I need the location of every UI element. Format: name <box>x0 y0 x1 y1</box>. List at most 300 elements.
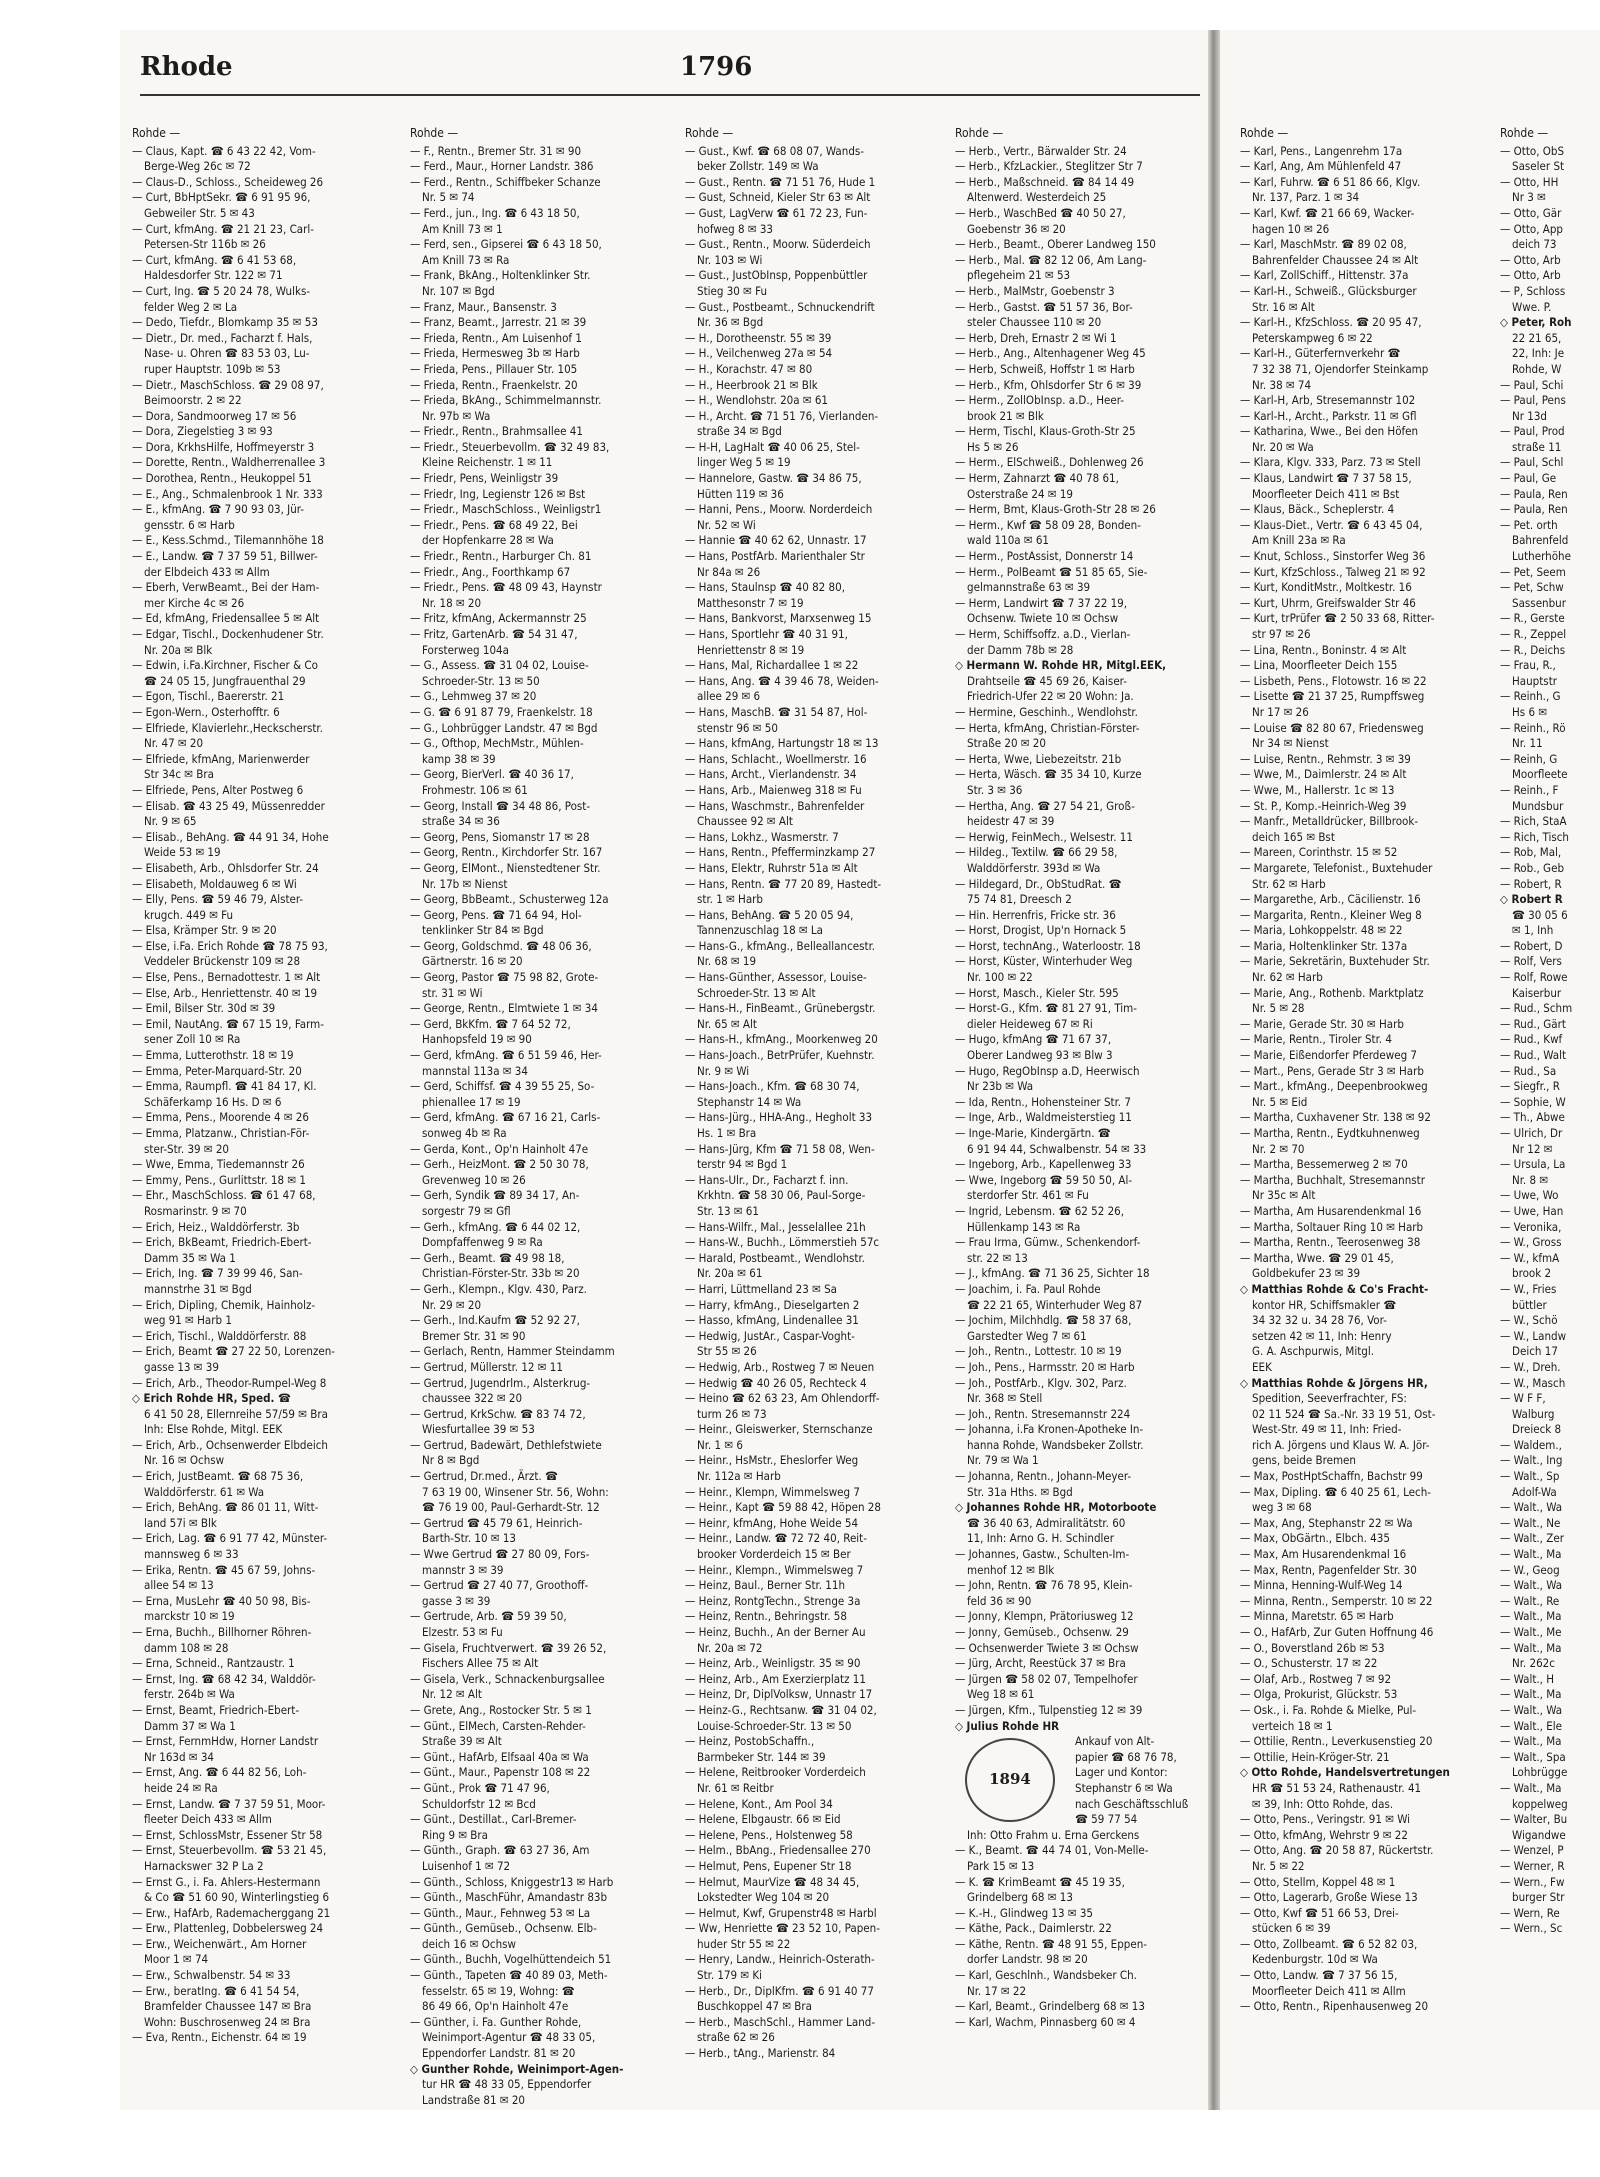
directory-entry-line: brook 21 ✉ Blk <box>967 408 1044 423</box>
directory-entry-line: — Uwe, Wo <box>1500 1188 1559 1203</box>
directory-entry-line: — Henry, Landw., Heinrich-Osterath- <box>685 1952 875 1967</box>
directory-entry-line: Gebweiler Str. 5 ✉ 43 <box>144 205 255 220</box>
directory-entry-line: — Walt., Ne <box>1500 1515 1561 1530</box>
directory-entry-line: — Georg, BierVerl. ☎ 40 36 17, <box>410 767 574 782</box>
directory-entry-line: — Johanna, i.Fa Kronen-Apotheke In- <box>955 1422 1144 1437</box>
directory-entry-line: — Maria, Lohkoppelstr. 48 ✉ 22 <box>1240 923 1403 938</box>
directory-entry-line: Forsterweg 104a <box>422 642 509 657</box>
directory-entry-line: — Max, PostHptSchaffn, Bachstr 99 <box>1240 1469 1423 1484</box>
directory-entry-line: marckstr 10 ✉ 19 <box>144 1609 235 1624</box>
directory-entry-line: Weide 53 ✉ 19 <box>144 845 221 860</box>
directory-entry-line: — W., Gross <box>1500 1235 1562 1250</box>
directory-entry-line: — Hans-Günther, Assessor, Louise- <box>685 970 867 985</box>
directory-entry-line: büttler <box>1512 1297 1547 1312</box>
column-2 <box>410 126 664 2108</box>
directory-entry-line: — Herm., ZollObInsp. a.D., Heer- <box>955 393 1124 408</box>
directory-entry-line: — Heinz, Dr, DiplVolksw, Unnastr 17 <box>685 1687 873 1702</box>
directory-entry-line: — Herb., MaschSchl., Hammer Land- <box>685 2014 876 2029</box>
directory-entry-line: — Gerda, Kont., Op'n Hainholt 47e <box>410 1141 589 1156</box>
directory-entry-line: — Friedr., Steuerbevollm. ☎ 32 49 83, <box>410 439 610 454</box>
directory-entry-line: allee 29 ✉ 6 <box>697 689 761 704</box>
directory-entry-line: Wigandwe <box>1512 1827 1566 1842</box>
directory-entry-line: — Herm, Bmt, Klaus-Groth-Str 28 ✉ 26 <box>955 502 1156 517</box>
directory-entry-line: — Martha, Cuxhavener Str. 138 ✉ 92 <box>1240 1110 1431 1125</box>
directory-entry-line: — Hans, Ang. ☎ 4 39 46 78, Weiden- <box>685 673 879 688</box>
directory-entry-line: — Inge, Arb., Waldmeisterstieg 11 <box>955 1110 1132 1125</box>
directory-entry-line: ◇ Hermann W. Rohde HR, Mitgl.EEK, <box>955 658 1167 673</box>
directory-entry-line: — Heinz, Arb., Am Exerzierplatz 11 <box>685 1671 866 1686</box>
directory-entry-line: — Gerd, Schiffsf. ☎ 4 39 55 25, So- <box>410 1079 595 1094</box>
directory-entry-line: Kedenburgstr. 10d ✉ Wa <box>1252 1952 1378 1967</box>
directory-entry-line: — Gerd, kfmAng. ☎ 6 51 59 46, Her- <box>410 1048 602 1063</box>
directory-entry-line: Dreieck 8 <box>1512 1422 1562 1437</box>
directory-entry-line: — Hans, BehAng. ☎ 5 20 05 94, <box>685 907 854 922</box>
directory-entry-line: Hs 6 ✉ <box>1512 704 1547 719</box>
directory-entry-line: Str. 3 ✉ 36 <box>967 782 1023 797</box>
directory-entry-line: — Gisela, Fruchtverwert. ☎ 39 26 52, <box>410 1640 607 1655</box>
directory-entry-line: Walddörferstr. 61 ✉ Wa <box>144 1484 265 1499</box>
directory-entry-line: Nr 17 ✉ 26 <box>1252 704 1309 719</box>
directory-entry-line: — Herb., Maßschneid. ☎ 84 14 49 <box>955 174 1135 189</box>
directory-entry-line: papier ☎ 68 76 78, <box>1075 1749 1177 1764</box>
directory-entry-line: — R., Deichs <box>1500 642 1566 657</box>
directory-entry-line: — Gerd, BkKfm. ☎ 7 64 52 72, <box>410 1016 571 1031</box>
directory-entry-line: Friedrich-Ufer 22 ✉ 20 Wohn: Ja. <box>967 689 1134 704</box>
directory-entry-line: — Maria, Holtenklinker Str. 137a <box>1240 938 1408 953</box>
directory-entry-line: — Emma, Lutterothstr. 18 ✉ 19 <box>132 1048 294 1063</box>
directory-entry-line: — Paul, Schi <box>1500 377 1564 392</box>
directory-entry-line: — Hans-Wilfr., Mal., Jesselallee 21h <box>685 1219 866 1234</box>
directory-entry-line: — Herb, Schweiß, Hoffstr 1 ✉ Harb <box>955 361 1135 376</box>
directory-entry-line: chaussee 322 ✉ 20 <box>422 1391 523 1406</box>
directory-entry-line: felder Weg 2 ✉ La <box>144 299 238 314</box>
directory-entry-line: fleeter Deich 433 ✉ Allm <box>144 1812 272 1827</box>
directory-entry-line: — Wern., Sc <box>1500 1921 1563 1936</box>
directory-entry-line: — H., Korachstr. 47 ✉ 80 <box>685 361 813 376</box>
directory-entry-line: Drahtseile ☎ 45 69 26, Kaiser- <box>967 673 1127 688</box>
directory-entry-line: Nr 13d <box>1512 408 1548 423</box>
directory-entry-line: — Gerh., Beamt. ☎ 49 98 18, <box>410 1250 565 1265</box>
directory-entry-line: Grevenweg 10 ✉ 26 <box>422 1172 526 1187</box>
directory-entry-line: — Herm, Landwirt ☎ 7 37 22 19, <box>955 595 1128 610</box>
directory-entry-line: — Margarete, Telefonist., Buxtehuder <box>1240 860 1433 875</box>
directory-entry-line: Nr 8 ✉ Bgd <box>422 1453 480 1468</box>
directory-entry-line: Nr 12 ✉ <box>1512 1141 1553 1156</box>
directory-entry-line: Nr. 1 ✉ 6 <box>697 1437 743 1452</box>
directory-entry-line: — Herb., Kfm, Ohlsdorfer Str 6 ✉ 39 <box>955 377 1142 392</box>
directory-entry-line: — Hugo, kfmAng ☎ 71 67 37, <box>955 1032 1112 1047</box>
directory-entry-line: — Gerh., Ind.Kaufm ☎ 52 92 27, <box>410 1313 580 1328</box>
directory-entry-line: — Frieda, Rentn., Am Luisenhof 1 <box>410 330 582 345</box>
directory-entry-line: — Rob., Geb <box>1500 860 1565 875</box>
directory-entry-line: — E., Landw. ☎ 7 37 59 51, Billwer- <box>132 549 318 564</box>
directory-entry-line: Garstedter Weg 7 ✉ 61 <box>967 1328 1087 1343</box>
directory-entry-line: — Dietr., Dr. med., Facharzt f. Hals, <box>132 330 313 345</box>
directory-entry-line: Str. 179 ✉ Ki <box>697 1968 763 1983</box>
directory-entry-line: gasse 3 ✉ 39 <box>422 1593 491 1608</box>
directory-entry-line: Nr. 36 ✉ Bgd <box>697 315 764 330</box>
directory-entry-line: — Friedr, Pens, Weinligstr 39 <box>410 471 559 486</box>
directory-entry-line: — Walter, Bu <box>1500 1812 1568 1827</box>
directory-entry-line: — Hasso, kfmAng, Lindenallee 31 <box>685 1313 859 1328</box>
directory-entry-line: — K., Beamt. ☎ 44 74 01, Von-Melle- <box>955 1843 1149 1858</box>
directory-entry-line: — Hanni, Pens., Moorw. Norderdeich <box>685 502 873 517</box>
directory-entry-line: — Karl-H., KfzSchloss. ☎ 20 95 47, <box>1240 315 1422 330</box>
directory-entry-line: — Klara, Klgv. 333, Parz. 73 ✉ Stell <box>1240 455 1421 470</box>
directory-entry-line: — Karl, Geschlnh., Wandsbeker Ch. <box>955 1968 1137 1983</box>
directory-entry-line: ◇ Matthias Rohde & Jörgens HR, <box>1240 1375 1428 1390</box>
directory-entry-line: — Frieda, Rentn., Fraenkelstr. 20 <box>410 377 578 392</box>
directory-entry-line: Stieg 30 ✉ Fu <box>697 283 768 298</box>
directory-entry-line: tur HR ☎ 48 33 05, Eppendorfer <box>422 2077 592 2092</box>
directory-entry-line: Schuldorfstr 12 ✉ Bcd <box>422 1796 536 1811</box>
column-1 <box>132 126 386 2046</box>
directory-entry-line: Rohde, W <box>1512 361 1562 376</box>
directory-entry-line: — Rob, Mal, <box>1500 845 1562 860</box>
directory-entry-line: Moor 1 ✉ 74 <box>144 1952 209 1967</box>
directory-entry-line: Rosmarinstr. 9 ✉ 70 <box>144 1203 247 1218</box>
directory-entry-line: Nr 35c ✉ Alt <box>1252 1188 1316 1203</box>
directory-entry-line: — W., Landw <box>1500 1328 1567 1343</box>
directory-entry-line: Ankauf von Alt- <box>1075 1734 1155 1749</box>
directory-entry-line: — Hans-Jürg., HHA-Ang., Hegholt 33 <box>685 1110 873 1125</box>
directory-entry-line: — Martha, Rentn., Eydtkuhnenweg <box>1240 1126 1420 1140</box>
directory-entry-line: koppelweg <box>1512 1796 1568 1811</box>
directory-entry-line: Gärtnerstr. 16 ✉ 20 <box>422 954 523 969</box>
directory-entry-line: gasse 13 ✉ 39 <box>144 1359 219 1374</box>
directory-entry-line: deich 165 ✉ Bst <box>1252 829 1335 844</box>
directory-entry-line: — Harry, kfmAng., Dieselgarten 2 <box>685 1297 860 1312</box>
directory-entry-line: Berge-Weg 26c ✉ 72 <box>144 159 251 174</box>
column-head: Rohde — <box>1500 126 1549 140</box>
directory-entry-line: — Erich, Ing. ☎ 7 39 99 46, San- <box>132 1266 303 1281</box>
directory-entry-line: — Heino ☎ 62 63 23, Am Ohlendorff- <box>685 1391 880 1406</box>
directory-entry-line: — K.-H., Glindweg 13 ✉ 35 <box>955 1905 1094 1920</box>
directory-entry-line: — Grete, Ang., Rostocker Str. 5 ✉ 1 <box>410 1702 592 1717</box>
directory-entry-line: — W., Dreh. <box>1500 1359 1561 1374</box>
directory-entry-line: — G., Lohbrügger Landstr. 47 ✉ Bgd <box>410 720 598 735</box>
directory-entry-line: Str. 16 ✉ Alt <box>1252 299 1315 314</box>
directory-entry-line: — Jochim, Milchhdlg. ☎ 58 37 68, <box>955 1313 1132 1328</box>
directory-entry-line: tenklinker Str 84 ✉ Bgd <box>422 923 544 938</box>
directory-entry-line: — Günt., Prok ☎ 71 47 96, <box>410 1780 550 1795</box>
directory-entry-line: — Georg, Pens. ☎ 71 64 94, Hol- <box>410 907 582 922</box>
directory-entry-line: — Kurt, Uhrm, Greifswalder Str 46 <box>1240 595 1416 610</box>
directory-entry-line: Nr. 5 ✉ 28 <box>1252 1001 1305 1016</box>
directory-entry-line: — Wern., Fw <box>1500 1874 1565 1889</box>
directory-entry-line: — Olaf, Arb., Rostweg 7 ✉ 92 <box>1240 1671 1392 1686</box>
directory-entry-line: — Helmut, Pens, Eupener Str 18 <box>685 1858 852 1873</box>
directory-entry-line: Straße 20 ✉ 20 <box>967 736 1046 751</box>
directory-entry-line: — Karl-H., Güterfernverkehr ☎ <box>1240 346 1401 361</box>
directory-entry-line: — G., Ofthop, MechMstr., Mühlen- <box>410 736 584 751</box>
directory-entry-line: — Hans, Waschmstr., Bahrenfelder <box>685 798 865 813</box>
directory-entry-line: — Günt., Destillat., Carl-Bremer- <box>410 1812 577 1827</box>
directory-entry-line: — Günth., Gemüseb., Ochsenw. Elb- <box>410 1921 597 1936</box>
directory-entry-line: — Hannie ☎ 40 62 62, Unnastr. 17 <box>685 533 867 548</box>
directory-entry-line: gens, beide Bremen <box>1252 1453 1356 1468</box>
directory-entry-line: — Karl-H, Arb, Stresemannstr 102 <box>1240 393 1416 408</box>
directory-entry-line: — Emma, Raumpfl. ☎ 41 84 17, Kl. <box>132 1079 317 1094</box>
directory-entry-line: Barmbeker Str. 144 ✉ 39 <box>697 1749 826 1764</box>
directory-entry-line: — Rud., Schm <box>1500 1001 1573 1016</box>
directory-entry-line: — Frieda, BkAng., Schimmelmannstr. <box>410 393 602 408</box>
directory-entry-line: — Gertrud, Badewärt, Dethlefstwiete <box>410 1437 602 1452</box>
directory-entry-line: — Margarita, Rentn., Kleiner Weg 8 <box>1240 907 1422 922</box>
directory-entry-line: — Heinz, Arb., Weinligstr. 35 ✉ 90 <box>685 1656 861 1671</box>
directory-entry-line: — Walt., Ma <box>1500 1687 1562 1702</box>
directory-entry-line: — Ernst, Landw. ☎ 7 37 59 51, Moor- <box>132 1796 326 1811</box>
directory-entry-line: — Johanna, Rentn., Johann-Meyer- <box>955 1469 1132 1484</box>
directory-entry-line: Krkhtn. ☎ 58 30 06, Paul-Sorge- <box>697 1188 866 1203</box>
directory-entry-line: Eppendorfer Landstr. 81 ✉ 20 <box>422 2046 576 2061</box>
directory-entry-line: — Günth., Maur., Fehnweg 53 ✉ La <box>410 1905 591 1920</box>
directory-entry-line: G. A. Aschpurwis, Mitgl. <box>1252 1344 1375 1359</box>
directory-entry-line: — Gust., Rentn., Moorw. Süderdeich <box>685 237 871 252</box>
directory-entry-line: — Georg, BbBeamt., Schusterweg 12a <box>410 892 609 907</box>
directory-entry-line: Wohn: Buschrosenweg 24 ✉ Bra <box>144 2014 311 2029</box>
directory-entry-line: — Walt., Wa <box>1500 1500 1563 1515</box>
directory-entry-line: Am Knill 23a ✉ Ra <box>1252 533 1346 548</box>
page-fold <box>1208 30 1220 2110</box>
directory-entry-line: — Ernst G., i. Fa. Ahlers-Hestermann <box>132 1874 321 1889</box>
directory-entry-line: — Ferd., Maur., Horner Landstr. 386 <box>410 159 594 174</box>
directory-entry-line: — Erich, Arb., Theodor-Rumpel-Weg 8 <box>132 1375 327 1390</box>
directory-entry-line: — Erich, Lag. ☎ 6 91 77 42, Münster- <box>132 1531 328 1546</box>
directory-entry-line: — Karl, Kwf. ☎ 21 66 69, Wacker- <box>1240 205 1415 220</box>
directory-entry-line: — Friedr., Rentn., Harburger Ch. 81 <box>410 549 592 564</box>
directory-entry-line: Am Knill 73 ✉ 1 <box>422 221 503 236</box>
directory-entry-line: — Otto, Gär <box>1500 205 1562 220</box>
directory-entry-line: — Helene, Elbgaustr. 66 ✉ Eid <box>685 1812 841 1827</box>
directory-entry-line: — Erich, Tischl., Walddörferstr. 88 <box>132 1328 307 1343</box>
directory-entry-line: — W., Masch <box>1500 1375 1566 1390</box>
directory-entry-line: ☎ 24 05 15, Jungfrauenthal 29 <box>144 673 306 688</box>
directory-entry-line: Nr 163d ✉ 34 <box>144 1749 214 1764</box>
directory-entry-line: — Hans, Bankvorst, Marxsenweg 15 <box>685 611 872 626</box>
directory-entry-line: — Egon, Tischl., Baererstr. 21 <box>132 689 285 704</box>
directory-entry-line: 22, Inh: Je <box>1512 346 1565 361</box>
column-5 <box>1240 126 1470 2015</box>
directory-entry-line: — Reinh., Rö <box>1500 720 1566 735</box>
directory-entry-line: Hütten 119 ✉ 36 <box>697 486 784 501</box>
directory-entry-line: Weg 18 ✉ 61 <box>967 1687 1035 1702</box>
directory-entry-line: Nr. 11 <box>1512 736 1543 751</box>
directory-entry-line: 6 41 50 28, Ellernreihe 57/59 ✉ Bra <box>144 1406 328 1421</box>
directory-entry-line: — Sophie, W <box>1500 1094 1566 1109</box>
directory-entry-line: — Hans-Ulr., Dr., Facharzt f. inn. <box>685 1172 849 1187</box>
directory-entry-line: — Ernst, Ang. ☎ 6 44 82 56, Loh- <box>132 1765 307 1780</box>
directory-entry-line: — Klaus-Diet., Vertr. ☎ 6 43 45 04, <box>1240 517 1423 532</box>
directory-entry-line: — H., Dorotheenstr. 55 ✉ 39 <box>685 330 832 345</box>
directory-entry-line: — Otto, kfmAng, Wehrstr 9 ✉ 22 <box>1240 1827 1408 1842</box>
directory-entry-line: Nr. 52 ✉ Wi <box>697 517 756 532</box>
directory-entry-line: — Heinz, Rentn., Behringstr. 58 <box>685 1609 847 1624</box>
directory-entry-line: — Fritz, kfmAng, Ackermannstr 25 <box>410 611 587 626</box>
directory-entry-line: — Heinr., Landw. ☎ 72 72 40, Reit- <box>685 1531 867 1546</box>
directory-entry-line: — Heinz, RontgTechn., Strenge 3a <box>685 1593 861 1608</box>
directory-entry-line: ☎ 22 21 65, Winterhuder Weg 87 <box>967 1297 1143 1312</box>
directory-entry-line: — Manfr., Metalldrücker, Billbrook- <box>1240 814 1419 829</box>
directory-entry-line: — Herm, Schiffsoffz. a.D., Vierlan- <box>955 627 1131 641</box>
directory-entry-line: — George, Rentn., Elmtwiete 1 ✉ 34 <box>410 1001 598 1016</box>
directory-entry-line: — Gerh, Syndik ☎ 89 34 17, An- <box>410 1188 580 1203</box>
julius-rohde-logo <box>965 1738 1055 1822</box>
directory-entry-line: — Hans, MaschB. ☎ 31 54 87, Hol- <box>685 704 868 719</box>
directory-entry-line: — Gerh., HeizMont. ☎ 2 50 30 78, <box>410 1157 589 1172</box>
directory-entry-line: — Friedr, Ing, Legienstr 126 ✉ Bst <box>410 486 586 501</box>
directory-entry-line: — Heinr., Klempn, Wimmelsweg 7 <box>685 1484 860 1499</box>
directory-entry-line: — R., Gerste <box>1500 611 1565 626</box>
directory-entry-line: — Walt., Wa <box>1500 1578 1563 1593</box>
directory-entry-line: — Inge-Marie, Kindergärtn. ☎ <box>955 1126 1111 1140</box>
directory-entry-line: Kleine Reichenstr. 1 ✉ 11 <box>422 455 553 470</box>
directory-entry-line: Osterstraße 24 ✉ 19 <box>967 486 1073 501</box>
directory-entry-line: — Horst, Masch., Kieler Str. 595 <box>955 985 1119 1000</box>
directory-entry-line: — Gisela, Verk., Schnackenburgsallee <box>410 1671 605 1686</box>
directory-entry-line: — E., Kess.Schmd., Tilemannhöhe 18 <box>132 533 324 548</box>
directory-entry-line: — Karl, Pens., Langenrehm 17a <box>1240 143 1403 158</box>
directory-entry-line: — Erich, BkBeamt, Friedrich-Ebert- <box>132 1235 312 1250</box>
directory-entry-line: — Hin. Herrenfris, Fricke str. 36 <box>955 907 1116 922</box>
directory-entry-line: — Gertrud, Jugendrlm., Alsterkrug- <box>410 1375 591 1390</box>
directory-entry-line: — Dedo, Tiefdr., Blomkamp 35 ✉ 53 <box>132 315 318 330</box>
directory-entry-line: HR ☎ 51 53 24, Rathenaustr. 41 <box>1252 1780 1422 1795</box>
directory-entry-line: — P, Schloss <box>1500 283 1566 298</box>
directory-entry-line: — Günt., ElMech, Carsten-Rehder- <box>410 1718 586 1733</box>
directory-entry-line: — Joachim, i. Fa. Paul Rohde <box>955 1281 1101 1296</box>
directory-entry-line: stenstr 96 ✉ 50 <box>697 720 778 735</box>
directory-entry-line: — Otto, Landw. ☎ 7 37 56 15, <box>1240 1968 1398 1983</box>
directory-entry-line: — Hans-H., FinBeamt., Grünebergstr. <box>685 1001 876 1016</box>
directory-entry-line: — Martha, Soltauer Ring 10 ✉ Harb <box>1240 1219 1424 1234</box>
directory-entry-line: — H., Veilchenweg 27a ✉ 54 <box>685 346 833 361</box>
directory-entry-line: brooker Vorderdeich 15 ✉ Ber <box>697 1547 851 1562</box>
directory-entry-line: — Reinh., G <box>1500 689 1561 704</box>
directory-entry-line: — Hans-Joach., BetrPrüfer, Kuehnstr. <box>685 1048 875 1063</box>
directory-entry-line: — Helene, Pens., Holstenweg 58 <box>685 1827 853 1842</box>
directory-entry-line: Saseler St <box>1512 159 1565 174</box>
directory-entry-line: — Marie, Sekretärin, Buxtehuder Str. <box>1240 954 1430 969</box>
directory-entry-line: — Wwe, M., Hallerstr. 1c ✉ 13 <box>1240 782 1395 797</box>
directory-entry-line: Goldbekufer 23 ✉ 39 <box>1252 1266 1361 1281</box>
directory-entry-line: gelmannstraße 63 ✉ 39 <box>967 580 1091 595</box>
directory-entry-line: — Günt., HafArb, Elfsaal 40a ✉ Wa <box>410 1749 589 1764</box>
directory-entry-line: Nr 23b ✉ Wa <box>967 1079 1034 1094</box>
directory-entry-line: Barth-Str. 10 ✉ 13 <box>422 1531 516 1546</box>
directory-entry-line: — Wwe, M., Daimlerstr. 24 ✉ Alt <box>1240 767 1407 782</box>
directory-entry-line: Nr. 2 ✉ 70 <box>1252 1141 1305 1156</box>
directory-entry-line: — Waldem., <box>1500 1437 1562 1452</box>
directory-entry-line: ◇ Gunther Rohde, Weinimport-Agen- <box>410 2061 624 2076</box>
directory-entry-line: — Heinz, Baul., Berner Str. 11h <box>685 1578 846 1593</box>
directory-entry-line: — Walt., Ele <box>1500 1718 1563 1733</box>
directory-entry-line: — Claus-D., Schloss., Scheideweg 26 <box>132 174 324 189</box>
directory-entry-line: mannstal 113a ✉ 34 <box>422 1063 528 1078</box>
directory-entry-line: — Wwe Gertrud ☎ 27 80 09, Fors- <box>410 1547 590 1562</box>
directory-entry-line: — Paula, Ren <box>1500 486 1568 501</box>
directory-entry-line: Str. 62 ✉ Harb <box>1252 876 1326 891</box>
directory-entry-line: — Emma, Peter-Marquard-Str. 20 <box>132 1063 302 1078</box>
directory-entry-line: — Elisabeth, Moldauweg 6 ✉ Wi <box>132 876 297 891</box>
directory-entry-line: — Otto, Ang. ☎ 20 58 87, Rückertstr. <box>1240 1843 1434 1858</box>
directory-entry-line: — Karl, Ang, Am Mühlenfeld 47 <box>1240 159 1402 174</box>
directory-entry-line: — Karl, ZollSchiff., Hittenstr. 37a <box>1240 268 1409 283</box>
directory-entry-line: — Dora, KrkhsHilfe, Hoffmeyerstr 3 <box>132 439 315 454</box>
directory-entry-line: — Helmut, MaurVize ☎ 48 34 45, <box>685 1874 860 1889</box>
directory-entry-line: Str 34c ✉ Bra <box>144 767 214 782</box>
directory-entry-line: Matthesonstr 7 ✉ 19 <box>697 595 804 610</box>
directory-entry-line: — Frieda, Pens., Pillauer Str. 105 <box>410 361 578 376</box>
directory-entry-line: 7 63 19 00, Winsener Str. 56, Wohn: <box>422 1484 609 1499</box>
directory-entry-line: — Walt., Ma <box>1500 1780 1562 1795</box>
directory-entry-line: Grindelberg 68 ✉ 13 <box>967 1890 1073 1905</box>
directory-entry-line: — Hans-H., kfmAng., Moorkenweg 20 <box>685 1032 878 1047</box>
directory-entry-line: Stephanstr 14 ✉ Wa <box>697 1094 802 1109</box>
directory-entry-line: Str 55 ✉ 26 <box>697 1344 757 1359</box>
directory-entry-line: — Gust., JustObInsp, Poppenbüttler <box>685 268 868 283</box>
directory-entry-line: — K. ☎ KrimBeamt ☎ 45 19 35, <box>955 1874 1125 1889</box>
directory-entry-line: — Otto, Pens., Veringstr. 91 ✉ Wi <box>1240 1812 1411 1827</box>
directory-entry-line: Nr. 5 ✉ Eid <box>1252 1094 1308 1109</box>
directory-entry-line: Wwe. P. <box>1512 299 1552 314</box>
directory-entry-line: ✉ 39, Inh: Otto Rohde, das. <box>1252 1796 1394 1811</box>
directory-entry-line: — Herb., tAng., Marienstr. 84 <box>685 2046 836 2061</box>
directory-entry-line: — Erich, Heiz., Walddörferstr. 3b <box>132 1219 300 1234</box>
directory-entry-line: — Martha, Am Husarendenkmal 16 <box>1240 1203 1422 1218</box>
directory-entry-line: Nr 3 ✉ <box>1512 190 1546 205</box>
directory-entry-line: — Erich, Beamt ☎ 27 22 50, Lorenzen- <box>132 1344 336 1359</box>
directory-entry-line: — Luise, Rentn., Rehmstr. 3 ✉ 39 <box>1240 751 1411 766</box>
directory-entry-line: Moorfleeter Deich 411 ✉ Allm <box>1252 1983 1406 1998</box>
directory-entry-line: — Eva, Rentn., Eichenstr. 64 ✉ 19 <box>132 2030 307 2045</box>
directory-entry-line: — Georg, Pastor ☎ 75 98 82, Grote- <box>410 970 599 985</box>
directory-entry-line: — Elfriede, kfmAng, Marienwerder <box>132 751 310 766</box>
directory-entry-line: pflegeheim 21 ✉ 53 <box>967 268 1071 283</box>
directory-entry-line: — Helene, Reitbrooker Vorderdeich <box>685 1765 866 1780</box>
directory-entry-line: — Walt., Ma <box>1500 1640 1562 1655</box>
directory-entry-line: heidestr 47 ✉ 39 <box>967 814 1055 829</box>
directory-entry-line: — Walt., Ing <box>1500 1453 1563 1468</box>
directory-entry-line: — Herm., PolBeamt ☎ 51 85 65, Sie- <box>955 564 1148 579</box>
directory-entry-line: — Heinr., Gleiswerker, Sternschanze <box>685 1422 873 1437</box>
directory-entry-line: — Walt., Ma <box>1500 1609 1562 1624</box>
directory-entry-line: der Damm 78b ✉ 28 <box>967 642 1074 657</box>
directory-entry-line: — Harald, Postbeamt., Wendlohstr. <box>685 1250 865 1265</box>
directory-entry-line: — Frieda, Hermesweg 3b ✉ Harb <box>410 346 580 361</box>
directory-entry-line: Nr. 20a ✉ 61 <box>697 1266 763 1281</box>
directory-entry-line: — Günth., Tapeten ☎ 40 89 03, Meth- <box>410 1968 608 1983</box>
directory-entry-line: Nr. 137, Parz. 1 ✉ 34 <box>1252 190 1360 205</box>
directory-entry-line: — Minna, Henning-Wulf-Weg 14 <box>1240 1578 1403 1593</box>
directory-entry-line: — Erw., beratIng. ☎ 6 41 54 54, <box>132 1983 300 1998</box>
directory-entry-line: — Otto, Kwf ☎ 51 66 53, Drei- <box>1240 1905 1399 1920</box>
directory-entry-line: — Erika, Rentn. ☎ 45 67 59, Johns- <box>132 1562 316 1577</box>
directory-entry-line: — Mart., Pens, Gerade Str 3 ✉ Harb <box>1240 1063 1424 1078</box>
directory-entry-line: — Werner, R <box>1500 1858 1565 1873</box>
directory-entry-line: — Ehr., MaschSchloss. ☎ 61 47 68, <box>132 1188 316 1203</box>
directory-entry-line: Harnackswег 32 P La 2 <box>144 1858 264 1873</box>
directory-entry-line: Moorfleeter Deich 411 ✉ Bst <box>1252 486 1400 501</box>
directory-entry-line: Kaiserbur <box>1512 985 1562 1000</box>
directory-entry-line: — Ernst, Ing. ☎ 68 42 34, Walddör- <box>132 1671 316 1686</box>
directory-entry-line: Deich 17 <box>1512 1344 1558 1359</box>
directory-entry-line: Louise-Schroeder-Str. 13 ✉ 50 <box>697 1718 852 1733</box>
directory-entry-line: — G. ☎ 6 91 87 79, Fraenkelstr. 18 <box>410 704 593 719</box>
directory-entry-line: — Hedwig, JustAr., Caspar-Voght- <box>685 1328 855 1343</box>
directory-entry-line: — W., kfmA <box>1500 1250 1560 1265</box>
directory-entry-line: — Herb, Dreh, Ernastr 2 ✉ Wi 1 <box>955 330 1117 345</box>
